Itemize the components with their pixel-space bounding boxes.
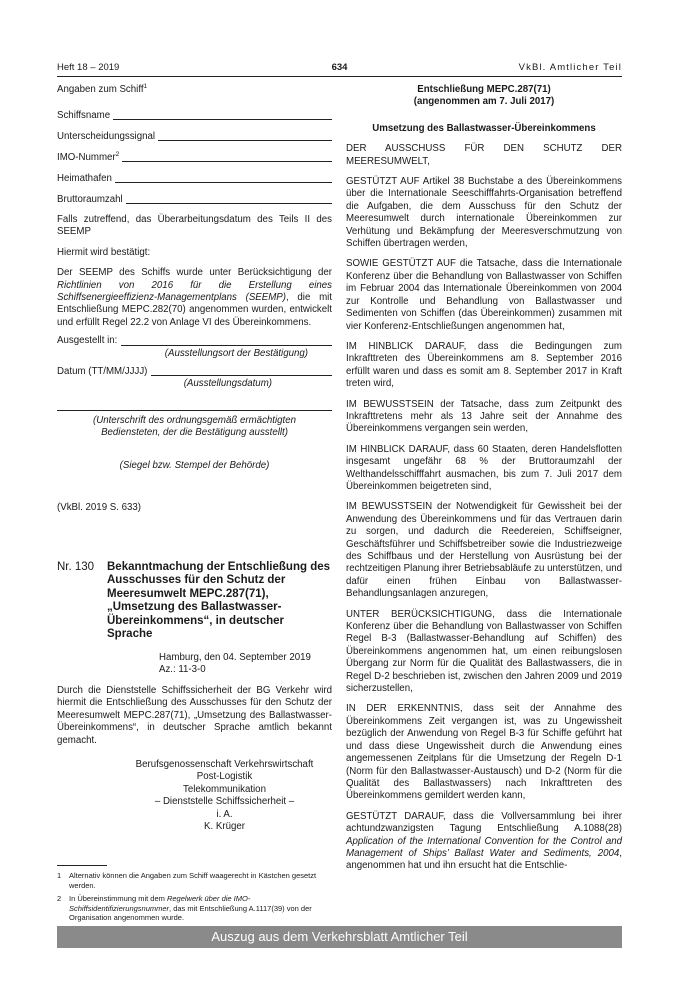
resolution-subject: Umsetzung des Ballastwasser-Übereinkommens [372, 122, 596, 134]
confirm-intro: Hiermit wird bestätigt: [57, 246, 151, 258]
signature-caption: (Unterschrift des ordnungsgemäß ermächtigten Bediensteten, der die Bestätigung ausstellt) [93, 414, 296, 439]
file-reference: Az.: 11-3-0 [159, 664, 206, 676]
notice-number: Nr. 130 [57, 560, 95, 573]
preamble-6: IM HINBLICK DARAUF, dass 60 Staaten, deren Handelsflotten insgesamt ungefähr 68 % der Bruttoraumzahl der Welthandelsschifffahrt ausmachen, bis zum 7. Juli 2017 dem Übereinkommen beigetreten sind, [346, 443, 622, 492]
preamble-5: IM BEWUSSTSEIN der Tatsache, dass zum Zeitpunkt des Inkrafttretens mehr als 13 Jahre seit der Annahme des Übereinkommens vergangen sein werden, [346, 398, 622, 435]
sig-ia: i. A. [216, 808, 233, 820]
issued-at-line: Ausgestellt in: [57, 335, 332, 347]
call-sign-field: Unterscheidungssignal [57, 122, 332, 143]
footnote-1: 1 Alternativ können die Angaben zum Schiff waagerecht in Kästchen gesetzt werden. [57, 871, 317, 890]
notice-body: Durch die Dienststelle Schiffssicherheit der BG Verkehr wird hiermit die Entschließung des Ausschusses für den Schutz der Meeresumwelt MEPC.287(71), „Umsetzung des Ballastwasser-Übereinkommens“, in deutscher Sprache amtlich bekannt gemacht. [57, 684, 332, 746]
footnote-rule [57, 865, 107, 866]
seemp-revision-text: Falls zutreffend, das Überarbeitungsdatum des Teils II des SEEMP [57, 214, 332, 238]
port-of-registry-field: Heimathafen [57, 164, 332, 185]
preamble-4: IM HINBLICK DARAUF, dass die Bedingungen zum Inkrafttreten des Übereinkommens am 8. September 2016 erfüllt waren und dass es somit am 8. September 2017 in Kraft treten wird, [346, 340, 622, 390]
preamble-9: IN DER ERKENNTNIS, dass seit der Annahme des Übereinkommens Zeit vergangen ist, was zu Ungewissheit bezüglich der Anwendung von Regel B-3 für Schiffe geführt hat und dass diese Ungewissheit durch die Anwendung eines angemessenen Zeitplans für die Umsetzung der Regeln D-1 (Norm für den Ballastwasser-Austausch) und D-2 (Norm für die Qualität des Ballastwassers) nach Inkrafttreten des Übereinkommens gemildert werden kann, [346, 703, 622, 802]
sig-office: – Dienststelle Schiffssicherheit – [154, 796, 295, 808]
header-rule [57, 76, 622, 77]
seal-caption: (Siegel bzw. Stempel der Behörde) [119, 459, 270, 471]
ship-details-heading: Angaben zum Schiff$^1$ [57, 83, 148, 95]
resolution-title: Entschließung MEPC.287(71) [417, 84, 551, 95]
page-header [57, 62, 622, 76]
preamble-2: GESTÜTZT AUF Artikel 38 Buchstabe a des Übereinkommens über die Internationale Seeschifffahrts-Organisation betreffend die Aufgaben, die dem Ausschuss für den Schutz der Meeresumwelt durch internationale Übereinkommen zur Verhütung und Bekämpfung der Meeresverschmutzung von Schiffen übertragen werden, [346, 176, 622, 250]
ship-name-field: Schiffsname [57, 101, 332, 122]
right-column [346, 84, 622, 873]
sig-name: K. Krüger [204, 820, 245, 832]
page-number: 634 [331, 62, 348, 73]
publication-name: VkBl. Amtlicher Teil [518, 62, 622, 73]
source-reference: (VkBl. 2019 S. 633) [57, 502, 142, 514]
confirm-text: Der SEEMP des Schiffs wurde unter Berücksichtigung der Richtlinien von 2016 für die Erstellung eines Schiffsenergieeffizienz-Managementplans (SEEMP), die mit Entschließung MEPC.282(70) angenommen wurden, entwickelt und erfüllt Regel 22.2 von Anlage VI des Übereinkommens. [57, 267, 332, 328]
signature-block [57, 759, 332, 833]
issued-at-caption: (Ausstellungsort der Bestätigung) [164, 347, 308, 359]
footnote-2: 2 In Übereinstimmung mit dem Regelwerk über die IMO-Schiffsidentifizierungsnummer, das mit Entschließung A.1117(39) von der Organisation angenommen wurde. [57, 894, 312, 922]
date-line: Datum (TT/MM/JJJJ) [57, 366, 332, 378]
signature-line [57, 391, 332, 411]
gross-tonnage-field: Bruttoraumzahl [57, 185, 332, 206]
preamble-7: IM BEWUSSTSEIN der Notwendigkeit für Gewissheit bei der Anwendung des Übereinkommens und für das Vertrauen darin zu sorgen, und dadurch die Reedereien, Schiffseigner, Geschäftsführer und Schiffsbetreiber sowie die Industriezweige des Schiffbaus und der Herstellung von Ausrüstung bei der rechtzeitigen Planung ihrer Betriebsabläufe zu unterstützen, und dafür einen frühen Einbau von Ballastwasser-Behandlungsanlagen anzuregen, [346, 501, 622, 600]
preamble-8: UNTER BERÜCKSICHTIGUNG, dass die Internationale Konferenz über die Behandlung von Ballastwasser von Schiffen Regel B-3 (Ballastwasser-Behandlung auf Schiffen) des Übereinkommens angenommen hat, um einen reibungslosen Übergang zur Norm für die Qualität des Ballastwassers, die in Regel D-2 beschrieben ist, zwischen den Jahren 2009 und 2019 sicherzustellen, [346, 608, 622, 695]
preamble-10: GESTÜTZT DARAUF, dass die Vollversammlung bei ihrer achtundzwanzigsten Tagung Entschließung A.1088(28) Application of the International Convention for the Control and Management of Ships’ Ballast Water and Sediments, 2004, angenommen hat und ihn ersucht hat die Entschlie- [346, 810, 622, 872]
sig-org: Berufsgenossenschaft Verkehrswirtschaft [135, 758, 314, 770]
sig-dept-1: Post-Logistik [196, 771, 253, 783]
notice-title: Bekanntmachung der Entschließung des Ausschusses für den Schutz der Meeresumwelt MEPC.287(71), „Umsetzung des Ballastwasser-Übereinkommens“, in deutscher Sprache [107, 560, 331, 641]
imo-number-field: IMO-Nummer$^2$ [57, 143, 332, 164]
preamble-1: DER AUSSCHUSS FÜR DEN SCHUTZ DER MEERESUMWELT, [346, 143, 622, 167]
place-date: Hamburg, den 04. September 2019 [159, 652, 311, 664]
adoption-date: (angenommen am 7. Juli 2017) [413, 96, 555, 108]
date-caption: (Ausstellungsdatum) [183, 378, 272, 390]
left-column [57, 84, 332, 922]
issue-number: Heft 18 – 2019 [57, 62, 120, 73]
sig-dept-2: Telekommunikation [183, 783, 266, 795]
preamble-3: SOWIE GESTÜTZT AUF die Tatsache, dass die Internationale Konferenz über die Behandlung von Ballastwasser von Schiffen im Februar 2004 das Internationale Übereinkommen von 2004 zur Kontrolle und Behandlung von Ballastwasser und Sedimenten von Schiffen (das Übereinkommen) zusammen mit vier Konferenz-Entschließungen angenommen hat, [346, 258, 622, 332]
notice-heading [57, 561, 332, 643]
footer-banner: Auszug aus dem Verkehrsblatt Amtlicher Teil [57, 926, 622, 948]
